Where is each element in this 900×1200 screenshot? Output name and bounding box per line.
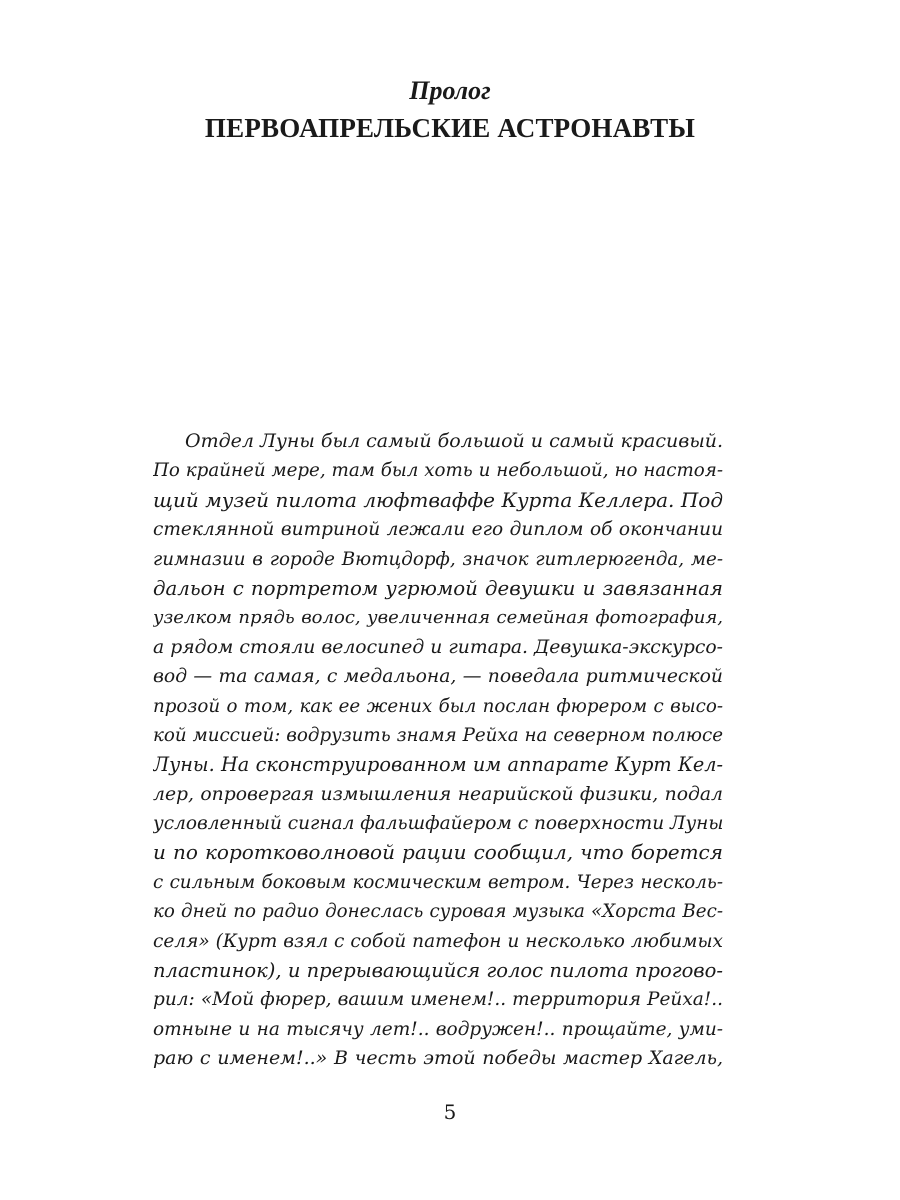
text-line: условленный сигнал фальшфайером с поверхности Луны	[153, 813, 723, 835]
page-number: 5	[443, 1100, 457, 1124]
text-line: раю с именем!..» В честь этой победы мастер Хагель,	[153, 1047, 723, 1070]
text-line: дальон с портретом угрюмой девушки и завязанная	[153, 576, 723, 600]
text-line: пластинок), и прерывающийся голос пилота прогово-	[153, 959, 723, 983]
text-line: Луны. На сконструированном им аппарате Курт Кел-	[153, 753, 723, 777]
text-line: с сильным боковым космическим ветром. Через несколь-	[153, 871, 723, 893]
text-line: узелком прядь волос, увеличенная семейная фотография,	[153, 607, 723, 629]
text-line: прозой о том, как ее жених был послан фюрером с высо-	[153, 695, 723, 717]
text-line: вод — та самая, с медальона, — поведала ритмической	[153, 666, 723, 688]
text-line: рил: «Мой фюрер, вашим именем!.. территория Рейха!..	[153, 989, 723, 1011]
text-line: щий музей пилота люфтваффе Курта Келлера. Под	[153, 487, 723, 512]
text-line: кой миссией: водрузить знамя Рейха на северном полюсе	[153, 724, 723, 746]
text-line: лер, опровергая измышления неарийской физики, подал	[153, 783, 723, 805]
text-line: и по коротковолновой рации сообщил, что борется	[153, 840, 723, 865]
text-line: отныне и на тысячу лет!.. водружен!.. прощайте, уми-	[153, 1018, 723, 1040]
text-line: ко дней по радио донеслась суровая музыка «Хорста Вес-	[153, 901, 723, 923]
chapter-label: Пролог	[409, 76, 491, 105]
body-paragraph	[153, 427, 723, 1074]
text-line: Отдел Луны был самый большой и самый красивый.	[185, 430, 723, 452]
text-line: По крайней мере, там был хоть и небольшой, но настоя-	[153, 460, 723, 482]
text-line: а рядом стояли велосипед и гитара. Девушка-экскурсо-	[153, 636, 723, 658]
text-line: гимназии в городе Вютцдорф, значок гитлерюгенда, ме-	[153, 548, 723, 570]
text-line: стеклянной витриной лежали его диплом об окончании	[153, 519, 723, 541]
chapter-title: ПЕРВОАПРЕЛЬСКИЕ АСТРОНАВТЫ	[204, 113, 696, 143]
text-line: селя» (Курт взял с собой патефон и несколько любимых	[153, 930, 723, 952]
